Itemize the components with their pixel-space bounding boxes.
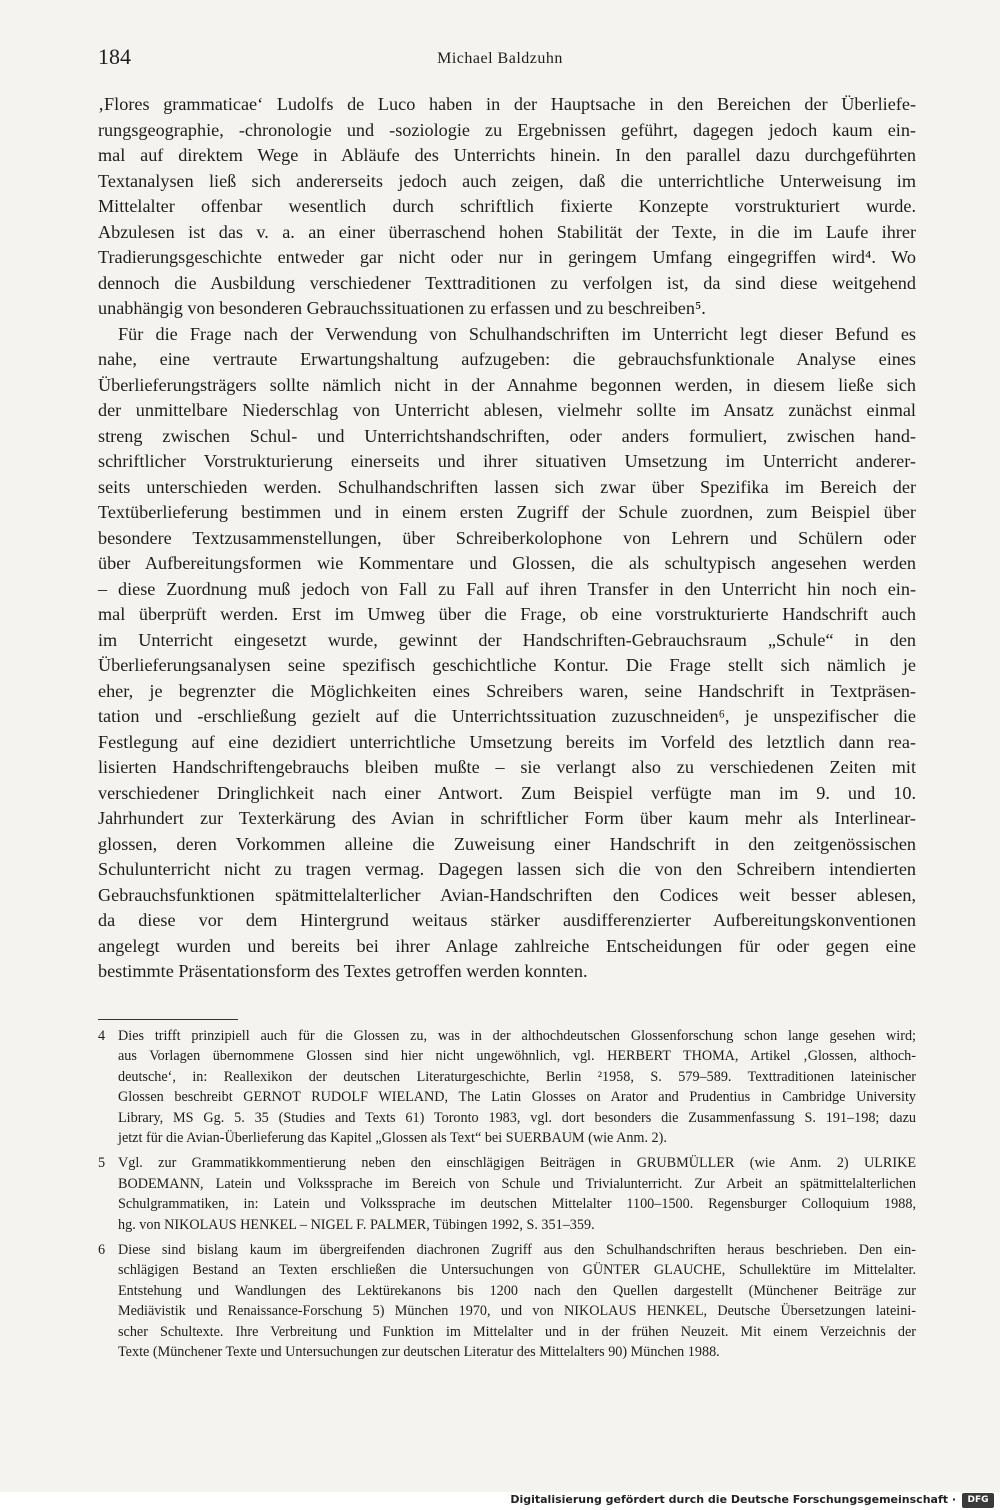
body-line: Abzulesen ist das v. a. an einer überraschend hohen Stabilität der Texte, in die im Laufe ihrer xyxy=(98,221,916,242)
footnote-6 xyxy=(98,1240,916,1362)
body-line: schriftlicher Vorstrukturierung einerseits und ihrer situativen Umsetzung im Unterricht anderer- xyxy=(98,451,916,471)
footnote-line: Diese sind bislang kaum im übergreifenden diachronen Zugriff aus den Schulhandschriften heraus beschrieben. Den ein- xyxy=(118,1242,916,1259)
body-line: rungsgeographie, -chronologie und -soziologie zu Ergebnissen geführt, dagegen jedoch kaum ein- xyxy=(98,119,916,140)
footnote-number: 6 xyxy=(98,1242,106,1259)
footnote-line: Mediävistik und Renaissance-Forschung 5) München 1970, und von NIKOLAUS HENKEL, Deutsche Übersetzungen lateini- xyxy=(118,1303,916,1320)
footnote-number: 5 xyxy=(98,1155,106,1172)
footnote-divider xyxy=(98,1019,238,1020)
body-line: glossen, deren Vorkommen alleine die Zuweisung einer Handschrift in den zeitgenössischen xyxy=(98,833,916,854)
running-head: Michael Baldzuhn xyxy=(437,50,563,67)
dfg-logo: DFG xyxy=(962,1493,994,1508)
body-line: ‚Flores grammaticae‘ Ludolfs de Luco haben in der Hauptsache in den Bereichen der Überliefe- xyxy=(98,94,916,114)
body-line: eher, je begrenzter die Möglichkeiten eines Schreibers waren, seine Handschrift in Textpräsen- xyxy=(98,680,916,701)
footnote-line: Dies trifft prinzipiell auch für die Glossen zu, was in der althochdeutschen Glossenforschung schon lange gesehen wird; xyxy=(118,1028,916,1044)
footnote-line: Library, MS Gg. 5. 35 (Studies and Texts 61) Toronto 1983, vgl. dort besonders die Zusammenfassung S. 191–198; dazu xyxy=(118,1109,916,1126)
body-line: dennoch die Ausbildung verschiedener Texttraditionen zu verfolgen ist, da sind diese weitgehend xyxy=(98,272,916,293)
digitization-footer xyxy=(0,1492,1000,1510)
body-line: der unmittelbare Niederschlag von Unterricht ablesen, vielmehr sollte im Ansatz zunächst einmal xyxy=(98,400,916,420)
body-line: Überlieferungsträgers sollte nämlich nicht in der Annahme begonnen werden, in diesem ließe sich xyxy=(98,374,916,395)
body-line: seits unterschieden werden. Schulhandschriften lassen sich zwar über Spezifika im Bereich der xyxy=(98,476,916,497)
body-line: da diese vor dem Hintergrund weitaus stärker ausdifferenzierter Aufbereitungskonventionen xyxy=(98,910,916,930)
footnote-line: Vgl. zur Grammatikkommentierung neben den einschlägigen Beiträgen in GRUBMÜLLER (wie Anm. 2) ULRIKE xyxy=(118,1155,916,1172)
footnote-line: deutsche‘, in: Reallexikon der deutschen Literaturgeschichte, Berlin ²1958, S. 579–589. Texttraditionen lateinischer xyxy=(118,1068,916,1085)
body-line: bestimmte Präsentationsform des Textes getroffen werden konnten. xyxy=(98,961,588,981)
footnote-5 xyxy=(98,1153,916,1235)
body-line: – diese Zuordnung muß jedoch von Fall zu Fall auf ihren Transfer in den Unterricht hin noch ein- xyxy=(98,578,916,599)
page-number: 184 xyxy=(98,44,131,69)
body-line: mal auf direktem Wege in Abläufe des Unterrichts hinein. In den parallel dazu durchgeführten xyxy=(98,145,916,165)
footnotes xyxy=(98,1026,916,1368)
body-line: tation und -erschließung gezielt auf die Unterrichtssituation zuzuschneiden⁶, je unspezifischer die xyxy=(98,706,916,726)
footnote-4 xyxy=(98,1026,916,1148)
footnote-line: jetzt für die Avian-Überlieferung das Kapitel „Glossen als Text“ bei SUERBAUM (wie Anm. 2). xyxy=(118,1130,667,1147)
body-line: Tradierungsgeschichte entweder gar nicht oder nur in geringem Umfang eingegriffen wird⁴. Wo xyxy=(98,247,916,267)
footnote-line: BODEMANN, Latein und Volkssprache im Bereich von Schule und Trivialunterricht. Zur Arbeit an spätmittelalterlichen xyxy=(118,1175,916,1192)
body-line: besondere Textzusammenstellungen, über Schreiberkolophone von Lehrern und Schülern oder xyxy=(98,527,916,548)
body-line: Schulunterricht nicht zu tragen vermag. Dagegen lassen sich die von den Schreibern intendierten xyxy=(98,859,916,879)
body-line: angelegt wurden und bereits bei ihrer Anlage zahlreiche Entscheidungen für oder gegen eine xyxy=(98,935,916,956)
body-line: Textanalysen ließ sich andererseits jedoch auch zeigen, daß die unterrichtliche Unterweisung im xyxy=(98,170,916,191)
funding-notice: Digitalisierung gefördert durch die Deutsche Forschungsgemeinschaft · xyxy=(510,1493,956,1506)
body-text xyxy=(98,92,916,985)
body-line: verschiedener Dringlichkeit nach einer Antwort. Zum Beispiel verfügte man im 9. und 10. xyxy=(98,782,916,803)
footnote-line: Entstehung und Wandlungen des Lektürekanons bis 1200 nach den Quellen dargestellt (Münchener Beiträge zur xyxy=(118,1282,916,1299)
body-line: Festlegung auf eine dezidiert unterrichtliche Umsetzung bereits im Vorfeld des letztlich dann rea- xyxy=(98,731,916,752)
body-line: Jahrhundert zur Texterkärung des Avian in schriftlicher Form über kaum mehr als Interlinear- xyxy=(98,808,916,828)
body-line: streng zwischen Schul- und Unterrichtshandschriften, oder anders formuliert, zwischen hand- xyxy=(98,425,916,446)
footnote-line: aus Vorlagen übernommene Glossen sind hier nicht ungewöhnlich, vgl. HERBERT THOMA, Artikel ‚Glossen, althoch- xyxy=(118,1048,916,1065)
footnote-line: Texte (Münchener Texte und Untersuchungen zur deutschen Literatur des Mittelalters 90) München 1988. xyxy=(118,1344,720,1361)
body-line: Überlieferungsanalysen seine spezifisch geschichtliche Kontur. Die Frage stellt sich nämlich je xyxy=(98,655,916,675)
body-line: Gebrauchsfunktionen spätmittelalterlicher Avian-Handschriften den Codices weit besser ablesen, xyxy=(98,884,916,905)
footnote-line: schlägigen Bestand an Texten erschließen die Untersuchungen von GÜNTER GLAUCHE, Schullektüre im Mittelalter. xyxy=(118,1262,916,1279)
footnote-number: 4 xyxy=(98,1028,106,1044)
body-line: Textüberlieferung bestimmen und in einem ersten Zugriff der Schule zuordnen, zum Beispiel über xyxy=(98,502,916,522)
footnote-line: Schulgrammatiken, in: Latein und Volkssprache im deutschen Mittelalter 1100–1500. Regensburger Colloquium 1988, xyxy=(118,1196,916,1213)
body-line: im Unterricht eingesetzt wurde, gewinnt der Handschriften-Gebrauchsraum „Schule“ in den xyxy=(98,629,916,650)
body-line: Mittelalter offenbar wesentlich durch schriftlich fixierte Konzepte vorstrukturiert wurde. xyxy=(98,196,916,216)
footnote-line: scher Schultexte. Ihre Verbreitung und Funktion im Mittelalter und in der frühen Neuzeit. Mit einem Verzeichnis der xyxy=(118,1323,916,1340)
body-line: Für die Frage nach der Verwendung von Schulhandschriften im Unterricht legt dieser Befund es xyxy=(118,323,916,344)
body-line: nahe, eine vertraute Erwartungshaltung aufzugeben: die gebrauchsfunktionale Analyse eines xyxy=(98,349,916,369)
body-line: lisierten Handschriftengebrauchs bleiben mußte – sie verlangt also zu verschiedenen Zeiten mit xyxy=(98,757,916,777)
footnote-line: Glossen beschreibt GERNOT RUDOLF WIELAND, The Latin Glosses on Arator and Prudentius in Cambridge University xyxy=(118,1089,916,1106)
body-line: unabhängig von besonderen Gebrauchssituationen zu erfassen und zu beschreiben⁵. xyxy=(98,298,706,318)
footnote-line: hg. von NIKOLAUS HENKEL – NIGEL F. PALMER, Tübingen 1992, S. 351–359. xyxy=(118,1216,595,1233)
body-line: über Aufbereitungsformen wie Kommentare und Glossen, die als schultypisch angesehen werden xyxy=(98,553,916,573)
body-line: mal überprüft werden. Erst im Umweg über die Frage, ob eine vorstrukturierte Handschrift auch xyxy=(98,604,916,624)
